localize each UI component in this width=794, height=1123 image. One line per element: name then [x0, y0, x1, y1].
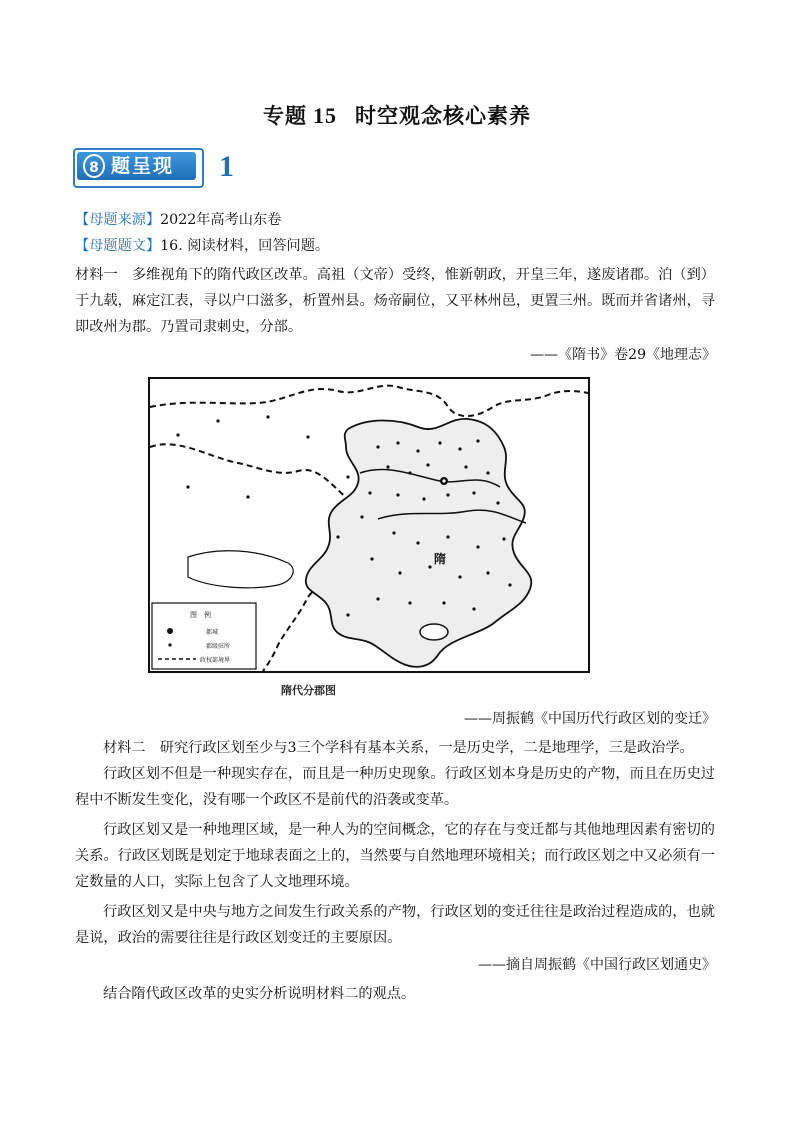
badge-label: 题呈现 — [111, 155, 175, 177]
title-number: 15 — [313, 103, 337, 128]
legend-capital-label: 都城 — [206, 629, 219, 636]
material2-citation: ——摘自周振鹤《中国行政区划通史》 — [478, 957, 716, 973]
material1-text: 材料一 多维视角下的隋代政区改革。高祖（文帝）受终，惟新朝政，开皇三年，遂废诸郡。泊（到）于九载，麻定江表，寻以户口滋多，析置州县。炀帝嗣位，又平林州邑，更置三州。既而并省诸州，寻即改州为郡。乃置司隶刺史，分部。 — [75, 267, 715, 335]
question-tag: 【母题题文】 — [75, 238, 161, 254]
sui-map — [148, 377, 590, 673]
material2-p1: 材料二 研究行政区划至少与3三个学科有基本关系，一是历史学，二是地理学，三是政治学。 — [103, 740, 694, 756]
source-line — [75, 210, 281, 230]
question-line — [75, 236, 329, 256]
legend-prefecture-label: 郡级驻所 — [206, 643, 231, 650]
material1-citation: ——《隋书》卷29《地理志》 — [530, 347, 716, 363]
badge-index: 1 — [219, 150, 234, 183]
source-tag: 【母题来源】 — [75, 212, 161, 228]
badge-fill — [77, 152, 196, 180]
material2-p4: 行政区划又是中央与地方之间发生行政关系的产物，行政区划的变迁往往是政治过程造成的，也就是说，政治的需要往往是行政区划变迁的主要原因。 — [75, 904, 715, 946]
legend-border-label: 政权部境界 — [200, 657, 231, 664]
question-prompt: 结合隋代政区改革的史实分析说明材料二的观点。 — [103, 986, 416, 1002]
map-citation: ——周振鹤《中国历代行政区划的变迁》 — [464, 711, 716, 727]
title-prefix: 专题 — [263, 104, 307, 128]
map-caption: 隋代分郡图 — [281, 684, 336, 697]
legend-title: 图 例 — [190, 611, 211, 619]
map-region-label: 隋 — [434, 552, 447, 566]
badge-number-icon: 8 — [83, 154, 105, 178]
title-suffix: 时空观念核心素养 — [355, 104, 531, 128]
page-title — [0, 100, 794, 130]
source-text: 2022年高考山东卷 — [160, 212, 282, 228]
material2-p2: 行政区划不但是一种现实存在，而且是一种历史现象。行政区划本身是历史的产物，而且在历史过程中不断发生变化，没有哪一个政区不是前代的沿袭或变革。 — [75, 766, 715, 808]
question-text: 16. 阅读材料，回答问题。 — [160, 238, 330, 254]
section-badge — [73, 148, 204, 188]
material2-p3: 行政区划又是一种地理区域，是一种人为的空间概念，它的存在与变迁都与其他地理因素有密切的关系。行政区划既是划定于地球表面之上的，当然要与自然地理环境相关；而行政区划之中又必须有一定数量的人口，实际上包含了人文地理环境。 — [75, 822, 715, 890]
